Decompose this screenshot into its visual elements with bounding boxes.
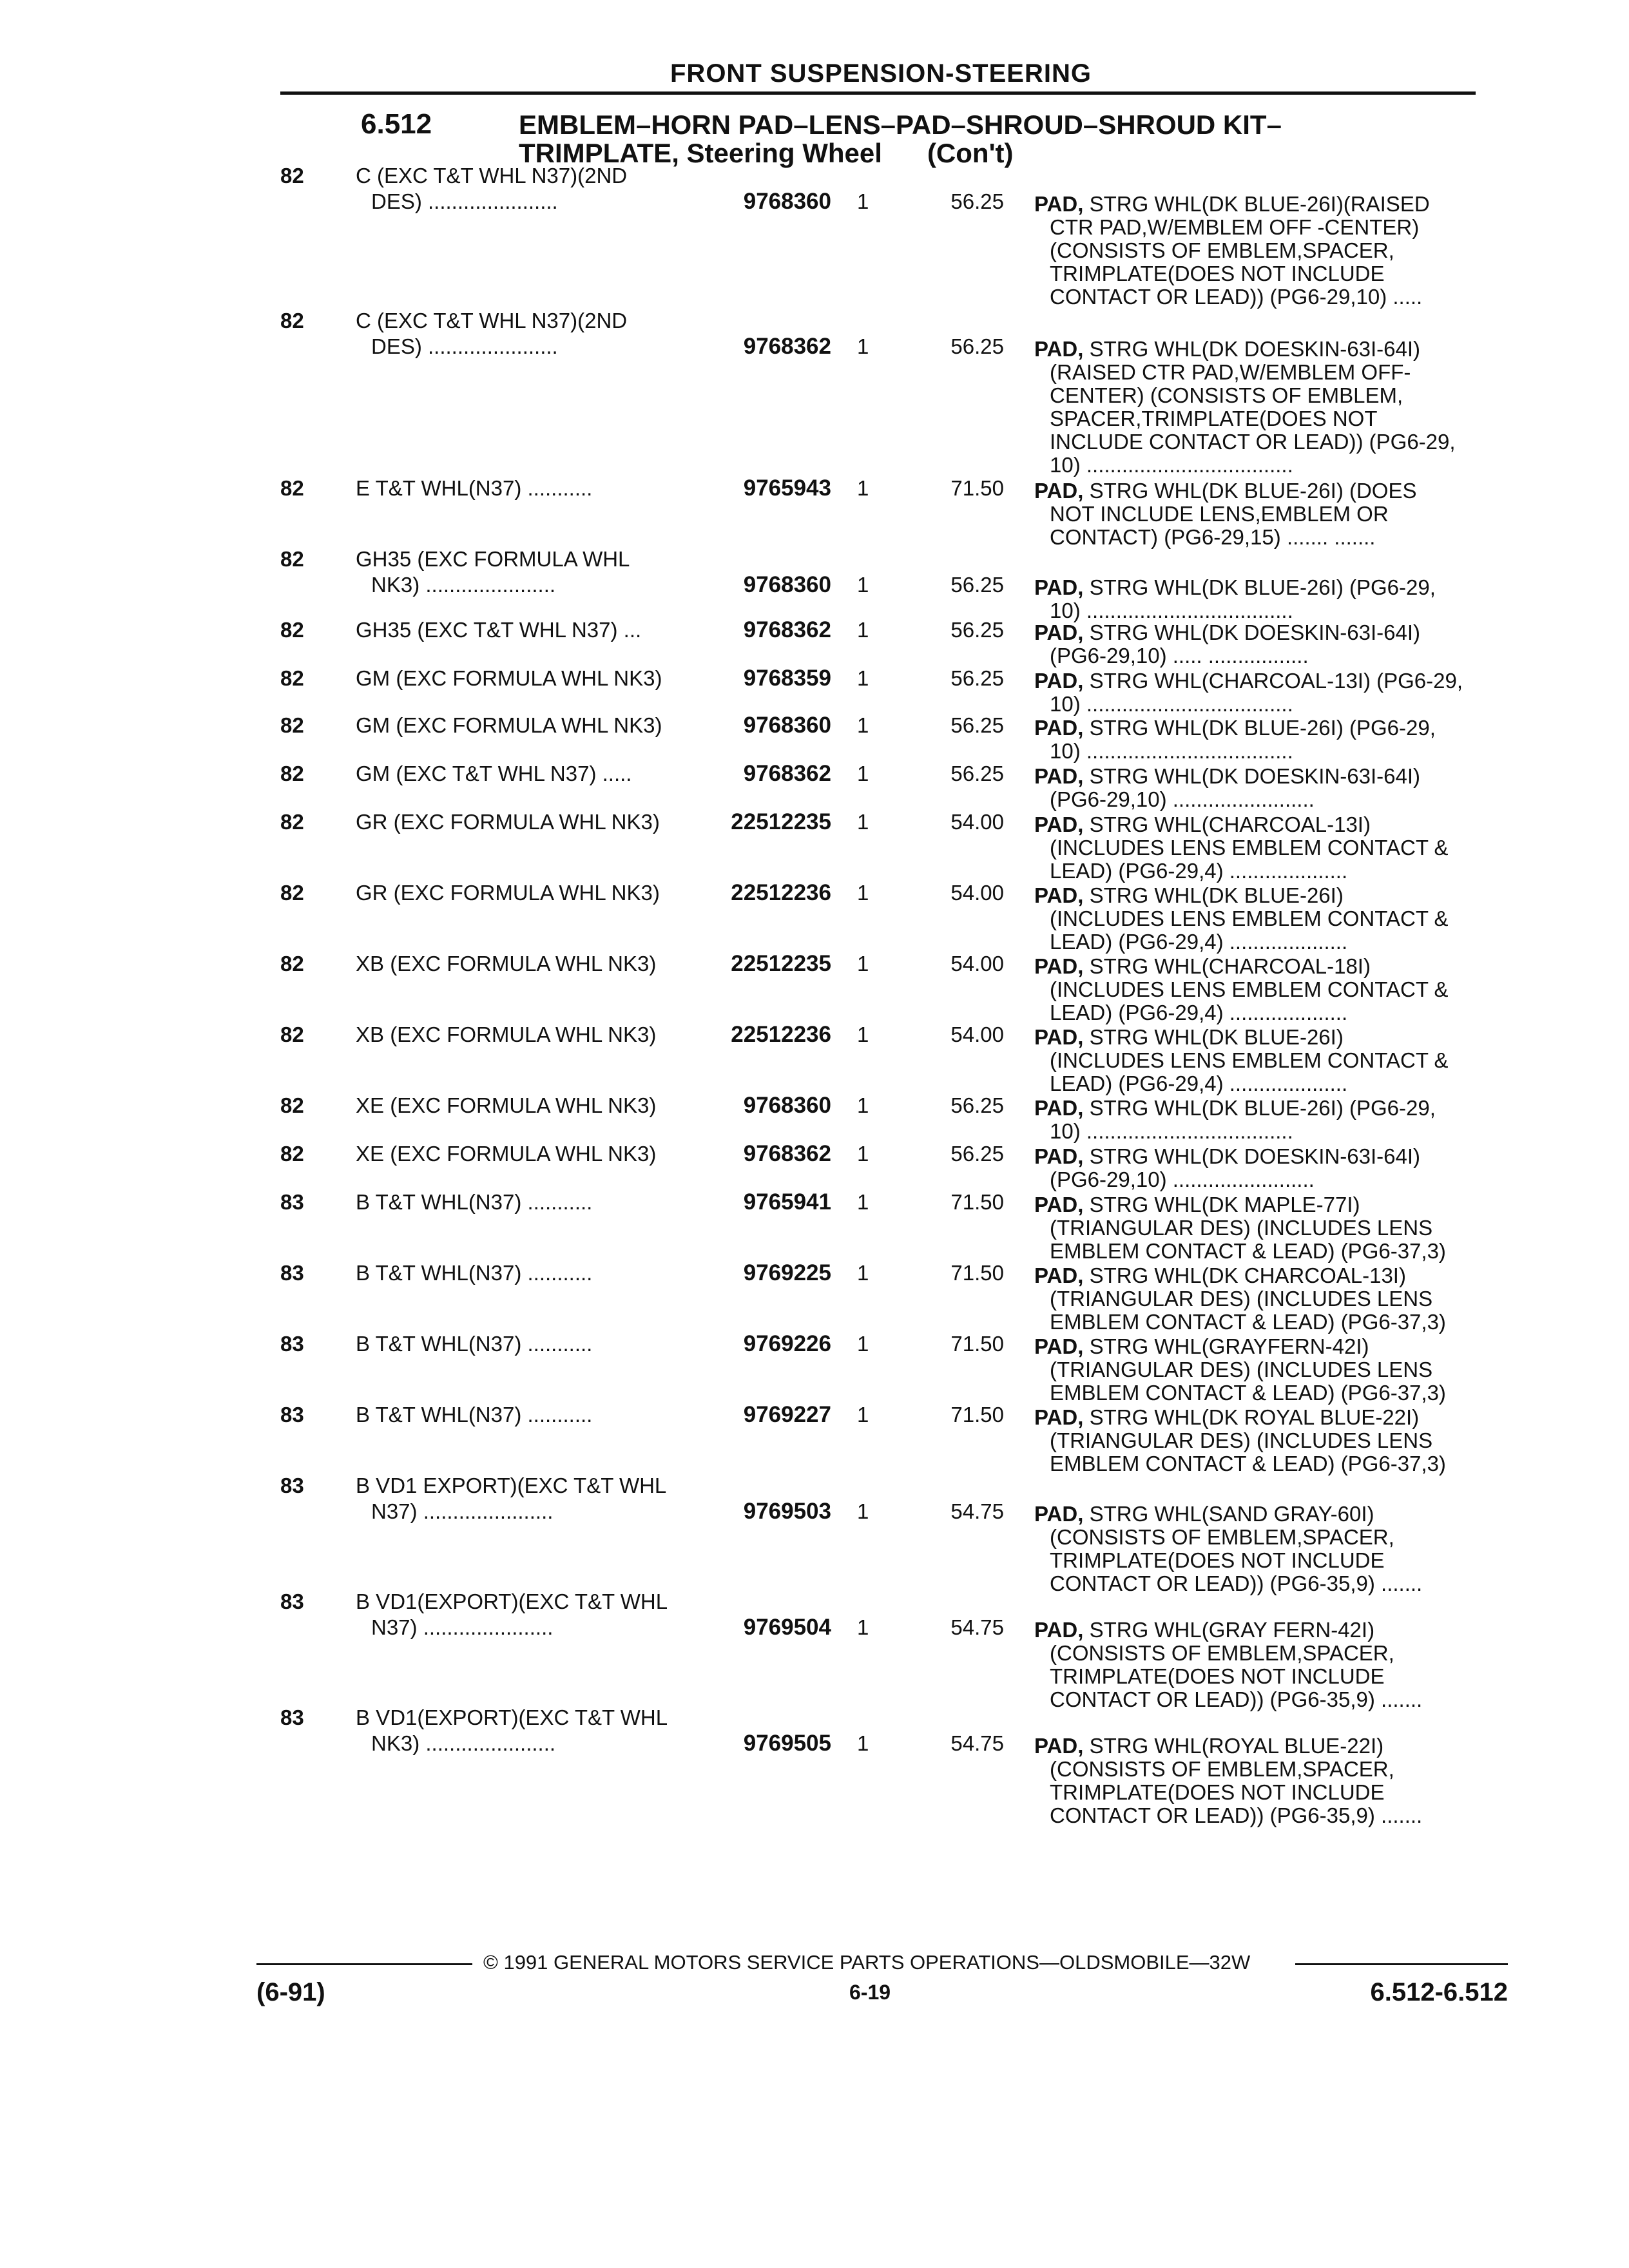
quantity: 1 [857,952,869,975]
part-label: PAD, [1034,764,1084,788]
page-header-title: FRONT SUSPENSION-STEERING [670,59,1092,88]
quantity: 1 [857,1142,869,1166]
part-number: 9768360 [743,189,831,214]
part-description [1034,1026,1505,1095]
quantity: 1 [857,476,869,500]
ref-number: 82 [280,713,304,737]
price: 54.00 [950,810,1004,834]
price: 56.25 [950,713,1004,737]
part-label: PAD, [1034,1144,1084,1168]
footer-section-range: 6.512-6.512 [1370,1978,1508,2006]
description-line: NK3) ...................... [371,573,556,597]
part-description [1034,813,1505,883]
part-description-line: STRG WHL(SAND GRAY-60I) [1089,1502,1374,1526]
section-number: 6.512 [361,108,432,140]
part-number: 9765943 [743,476,831,501]
part-description [1034,1503,1505,1595]
description-line: B VD1(EXPORT)(EXC T&T WHL [356,1706,668,1729]
application-description [356,1191,704,1216]
quantity: 1 [857,810,869,834]
part-description-line: LEAD) (PG6-29,4) .................... [1050,1001,1348,1024]
ref-number: 82 [280,666,304,690]
part-description-line: EMBLEM CONTACT & LEAD) (PG6-37,3) [1050,1452,1446,1475]
part-description [1034,884,1505,954]
description-line: GR (EXC FORMULA WHL NK3) [356,810,660,834]
part-description-line: (INCLUDES LENS EMBLEM CONTACT & [1050,1048,1449,1072]
part-label: PAD, [1034,1096,1084,1120]
part-label: PAD, [1034,192,1084,216]
part-number: 22512235 [731,951,831,976]
price: 56.25 [950,618,1004,642]
part-description-line: SPACER,TRIMPLATE(DOES NOT [1050,407,1378,430]
price: 56.25 [950,334,1004,358]
quantity: 1 [857,1731,869,1755]
price: 56.25 [950,762,1004,785]
part-description [1034,1097,1505,1143]
description-line: B VD1(EXPORT)(EXC T&T WHL [356,1590,668,1613]
application-description [356,1590,704,1639]
price: 54.75 [950,1499,1004,1523]
part-description [1034,479,1505,549]
part-number: 9769227 [743,1402,831,1427]
description-line: C (EXC T&T WHL N37)(2ND [356,309,628,332]
description-line: GH35 (EXC T&T WHL N37) ... [356,618,642,642]
part-number: 9768360 [743,1093,831,1118]
description-line: GM (EXC FORMULA WHL NK3) [356,666,662,690]
application-description [356,811,704,836]
part-description-line: LEAD) (PG6-29,4) .................... [1050,859,1348,883]
part-description-line: (TRIANGULAR DES) (INCLUDES LENS [1050,1428,1433,1452]
part-number: 9769505 [743,1731,831,1756]
part-description-line: EMBLEM CONTACT & LEAD) (PG6-37,3) [1050,1310,1446,1334]
part-description-line: CONTACT OR LEAD)) (PG6-35,9) ....... [1050,1803,1423,1827]
part-description-line: CONTACT) (PG6-29,15) ....... ....... [1050,525,1376,549]
part-description [1034,1193,1505,1263]
part-description-line: (TRIANGULAR DES) (INCLUDES LENS [1050,1358,1433,1381]
footer-date-code: (6-91) [256,1978,325,2006]
ref-number: 82 [280,618,304,642]
part-description-line: 10) ................................... [1050,739,1293,763]
part-description-line: (RAISED CTR PAD,W/EMBLEM OFF- [1050,360,1411,384]
part-number: 9768360 [743,713,831,738]
part-description-line: 10) ................................... [1050,692,1293,716]
part-label: PAD, [1034,669,1084,693]
price: 56.25 [950,573,1004,597]
part-label: PAD, [1034,479,1084,503]
description-line: B T&T WHL(N37) ........... [356,1261,593,1285]
part-description-line: TRIMPLATE(DOES NOT INCLUDE [1050,1780,1385,1804]
application-description [356,164,704,213]
part-description-line: STRG WHL(DK ROYAL BLUE-22I) [1089,1405,1420,1429]
part-description-line: CONTACT OR LEAD)) (PG6-35,9) ....... [1050,1571,1423,1595]
application-description [356,477,704,503]
application-description [356,1474,704,1523]
application-description [356,1142,704,1168]
application-description [356,309,704,358]
application-description [356,762,704,788]
part-description-line: STRG WHL(CHARCOAL-13I) (PG6-29, [1089,669,1463,693]
part-description-line: (CONSISTS OF EMBLEM,SPACER, [1050,1525,1394,1549]
application-description [356,1706,704,1755]
part-label: PAD, [1034,575,1084,599]
ref-number: 82 [280,1093,304,1117]
part-label: PAD, [1034,954,1084,978]
part-description-line: STRG WHL(DK BLUE-26I)(RAISED [1089,192,1430,216]
ref-number: 82 [280,1023,304,1046]
application-description [356,1023,704,1049]
part-description-line: CENTER) (CONSISTS OF EMBLEM, [1050,383,1403,407]
application-description [356,548,704,597]
part-description-line: LEAD) (PG6-29,4) .................... [1050,930,1348,954]
part-description-line: STRG WHL(DK BLUE-26I) (DOES [1089,479,1417,503]
quantity: 1 [857,713,869,737]
application-description [356,619,704,644]
part-description-line: STRG WHL(DK CHARCOAL-13I) [1089,1264,1406,1287]
part-description [1034,955,1505,1024]
application-description [356,1094,704,1120]
part-description [1034,765,1505,811]
part-description-line: TRIMPLATE(DOES NOT INCLUDE [1050,1664,1385,1688]
part-description-line: CONTACT OR LEAD)) (PG6-35,9) ....... [1050,1687,1423,1711]
application-description [356,1403,704,1429]
part-description [1034,338,1505,477]
ref-number: 83 [280,1474,304,1497]
part-description-line: (TRIANGULAR DES) (INCLUDES LENS [1050,1216,1433,1240]
description-line: B T&T WHL(N37) ........... [356,1403,593,1427]
part-description-line: 10) ................................... [1050,1119,1293,1143]
ref-number: 82 [280,309,304,332]
part-number: 9768362 [743,761,831,786]
price: 54.00 [950,952,1004,975]
part-description-line: CTR PAD,W/EMBLEM OFF -CENTER) [1050,215,1420,239]
part-description-line: (INCLUDES LENS EMBLEM CONTACT & [1050,907,1449,930]
description-line: XB (EXC FORMULA WHL NK3) [356,952,657,975]
part-number: 9768362 [743,1141,831,1166]
part-label: PAD, [1034,1502,1084,1526]
part-number: 9765941 [743,1189,831,1215]
quantity: 1 [857,881,869,905]
price: 71.50 [950,1190,1004,1214]
footer-copyright: © 1991 GENERAL MOTORS SERVICE PARTS OPERATIONS—OLDSMOBILE—32W [483,1951,1251,1974]
part-description-line: TRIMPLATE(DOES NOT INCLUDE [1050,262,1385,285]
quantity: 1 [857,618,869,642]
part-description-line: 10) ................................... [1050,453,1293,477]
section-cont: (Con't) [927,138,1014,168]
part-description-line: (CONSISTS OF EMBLEM,SPACER, [1050,238,1394,262]
part-number: 9768362 [743,334,831,359]
part-description-line: NOT INCLUDE LENS,EMBLEM OR [1050,502,1389,526]
part-number: 9768362 [743,617,831,642]
description-line: XE (EXC FORMULA WHL NK3) [356,1142,657,1166]
price: 54.00 [950,881,1004,905]
part-description-line: STRG WHL(DK BLUE-26I) [1089,883,1344,907]
ref-number: 82 [280,810,304,834]
part-description-line: STRG WHL(CHARCOAL-13I) [1089,812,1371,836]
part-number: 22512236 [731,880,831,905]
ref-number: 82 [280,952,304,975]
part-label: PAD, [1034,1025,1084,1049]
price: 56.25 [950,1093,1004,1117]
description-line: E T&T WHL(N37) ........... [356,476,593,500]
part-description-line: STRG WHL(DK BLUE-26I) (PG6-29, [1089,575,1436,599]
section-title-line2: TRIMPLATE, Steering Wheel [519,138,882,168]
part-description [1034,621,1505,668]
price: 71.50 [950,1332,1004,1356]
description-line: DES) ...................... [371,335,558,358]
description-line: XB (EXC FORMULA WHL NK3) [356,1023,657,1046]
part-number: 9768360 [743,572,831,597]
part-description [1034,1735,1505,1827]
quantity: 1 [857,1403,869,1427]
description-line: B T&T WHL(N37) ........... [356,1332,593,1356]
price: 71.50 [950,476,1004,500]
price: 71.50 [950,1261,1004,1285]
quantity: 1 [857,1332,869,1356]
description-line: B T&T WHL(N37) ........... [356,1190,593,1214]
quantity: 1 [857,1261,869,1285]
ref-number: 82 [280,476,304,500]
ref-number: 82 [280,164,304,187]
quantity: 1 [857,762,869,785]
part-label: PAD, [1034,1405,1084,1429]
application-description [356,881,704,907]
part-number: 9769226 [743,1331,831,1356]
ref-number: 82 [280,881,304,905]
part-description-line: STRG WHL(ROYAL BLUE-22I) [1089,1734,1384,1758]
part-number: 9769503 [743,1499,831,1524]
quantity: 1 [857,1499,869,1523]
price: 56.25 [950,189,1004,213]
part-description [1034,576,1505,622]
part-description [1034,1335,1505,1405]
description-line: GM (EXC FORMULA WHL NK3) [356,713,662,737]
quantity: 1 [857,1023,869,1046]
part-description-line: STRG WHL(DK MAPLE-77I) [1089,1193,1360,1216]
part-description-line: (INCLUDES LENS EMBLEM CONTACT & [1050,836,1449,860]
section-title-line1: EMBLEM–HORN PAD–LENS–PAD–SHROUD–SHROUD KIT– [519,110,1282,140]
part-description [1034,1264,1505,1334]
quantity: 1 [857,1093,869,1117]
application-description [356,952,704,978]
description-line: GR (EXC FORMULA WHL NK3) [356,881,660,905]
part-description-line: INCLUDE CONTACT OR LEAD)) (PG6-29, [1050,430,1456,454]
description-line: N37) ...................... [371,1500,554,1523]
quantity: 1 [857,573,869,597]
footer-rule-left [256,1963,472,1965]
description-line: GH35 (EXC FORMULA WHL [356,547,630,571]
ref-number: 83 [280,1706,304,1729]
part-description-line: STRG WHL(CHARCOAL-18I) [1089,954,1371,978]
price: 56.25 [950,1142,1004,1166]
part-description-line: STRG WHL(DK DOESKIN-63I-64I) [1089,1144,1420,1168]
part-label: PAD, [1034,1334,1084,1358]
ref-number: 83 [280,1261,304,1285]
ref-number: 83 [280,1190,304,1214]
part-description-line: CONTACT OR LEAD)) (PG6-29,10) ..... [1050,285,1423,309]
part-label: PAD, [1034,1264,1084,1287]
part-description-line: (PG6-29,10) ........................ [1050,787,1315,811]
description-line: B VD1 EXPORT)(EXC T&T WHL [356,1474,667,1497]
description-line: GM (EXC T&T WHL N37) ..... [356,762,632,785]
description-line: NK3) ...................... [371,1732,556,1755]
ref-number: 82 [280,762,304,785]
part-description-line: STRG WHL(GRAY FERN-42I) [1089,1618,1375,1642]
part-description [1034,1145,1505,1191]
part-description-line: LEAD) (PG6-29,4) .................... [1050,1072,1348,1095]
description-line: DES) ...................... [371,190,558,213]
description-line: XE (EXC FORMULA WHL NK3) [356,1093,657,1117]
quantity: 1 [857,1190,869,1214]
part-label: PAD, [1034,1618,1084,1642]
price: 56.25 [950,666,1004,690]
description-line: N37) ...................... [371,1616,554,1639]
part-description [1034,1406,1505,1475]
part-description-line: TRIMPLATE(DOES NOT INCLUDE [1050,1548,1385,1572]
part-description-line: STRG WHL(DK DOESKIN-63I-64I) [1089,620,1420,644]
part-description-line: (TRIANGULAR DES) (INCLUDES LENS [1050,1287,1433,1311]
description-line: C (EXC T&T WHL N37)(2ND [356,164,628,187]
part-description-line: STRG WHL(DK DOESKIN-63I-64I) [1089,337,1420,361]
part-description-line: (CONSISTS OF EMBLEM,SPACER, [1050,1757,1394,1781]
part-label: PAD, [1034,812,1084,836]
application-description [356,1262,704,1287]
part-description-line: EMBLEM CONTACT & LEAD) (PG6-37,3) [1050,1239,1446,1263]
price: 71.50 [950,1403,1004,1427]
quantity: 1 [857,189,869,213]
footer-rule-right [1295,1963,1508,1965]
part-description [1034,193,1505,309]
part-description-line: EMBLEM CONTACT & LEAD) (PG6-37,3) [1050,1381,1446,1405]
part-number: 9769225 [743,1260,831,1285]
ref-number: 82 [280,547,304,571]
part-description [1034,669,1505,716]
part-description-line: STRG WHL(DK BLUE-26I) (PG6-29, [1089,716,1436,740]
part-description-line: STRG WHL(GRAYFERN-42I) [1089,1334,1369,1358]
part-label: PAD, [1034,883,1084,907]
quantity: 1 [857,1615,869,1639]
part-description-line: 10) ................................... [1050,599,1293,622]
part-description-line: STRG WHL(DK BLUE-26I) (PG6-29, [1089,1096,1436,1120]
ref-number: 83 [280,1403,304,1427]
part-label: PAD, [1034,716,1084,740]
application-description [356,1332,704,1358]
part-number: 9768359 [743,666,831,691]
price: 54.75 [950,1615,1004,1639]
part-description [1034,1619,1505,1711]
application-description [356,714,704,740]
footer-page-number: 6-19 [849,1981,891,2004]
part-description-line: (CONSISTS OF EMBLEM,SPACER, [1050,1641,1394,1665]
part-number: 22512236 [731,1022,831,1047]
part-description [1034,716,1505,763]
ref-number: 83 [280,1590,304,1613]
part-label: PAD, [1034,1734,1084,1758]
part-number: 22512235 [731,809,831,834]
ref-number: 83 [280,1332,304,1356]
price: 54.75 [950,1731,1004,1755]
part-description-line: STRG WHL(DK DOESKIN-63I-64I) [1089,764,1420,788]
quantity: 1 [857,666,869,690]
ref-number: 82 [280,1142,304,1166]
part-label: PAD, [1034,620,1084,644]
price: 54.00 [950,1023,1004,1046]
part-description-line: (PG6-29,10) ........................ [1050,1168,1315,1191]
part-description-line: STRG WHL(DK BLUE-26I) [1089,1025,1344,1049]
part-number: 9769504 [743,1615,831,1640]
part-label: PAD, [1034,337,1084,361]
part-description-line: (PG6-29,10) ..... ................. [1050,644,1309,668]
part-label: PAD, [1034,1193,1084,1216]
part-description-line: (INCLUDES LENS EMBLEM CONTACT & [1050,977,1449,1001]
quantity: 1 [857,334,869,358]
application-description [356,667,704,693]
